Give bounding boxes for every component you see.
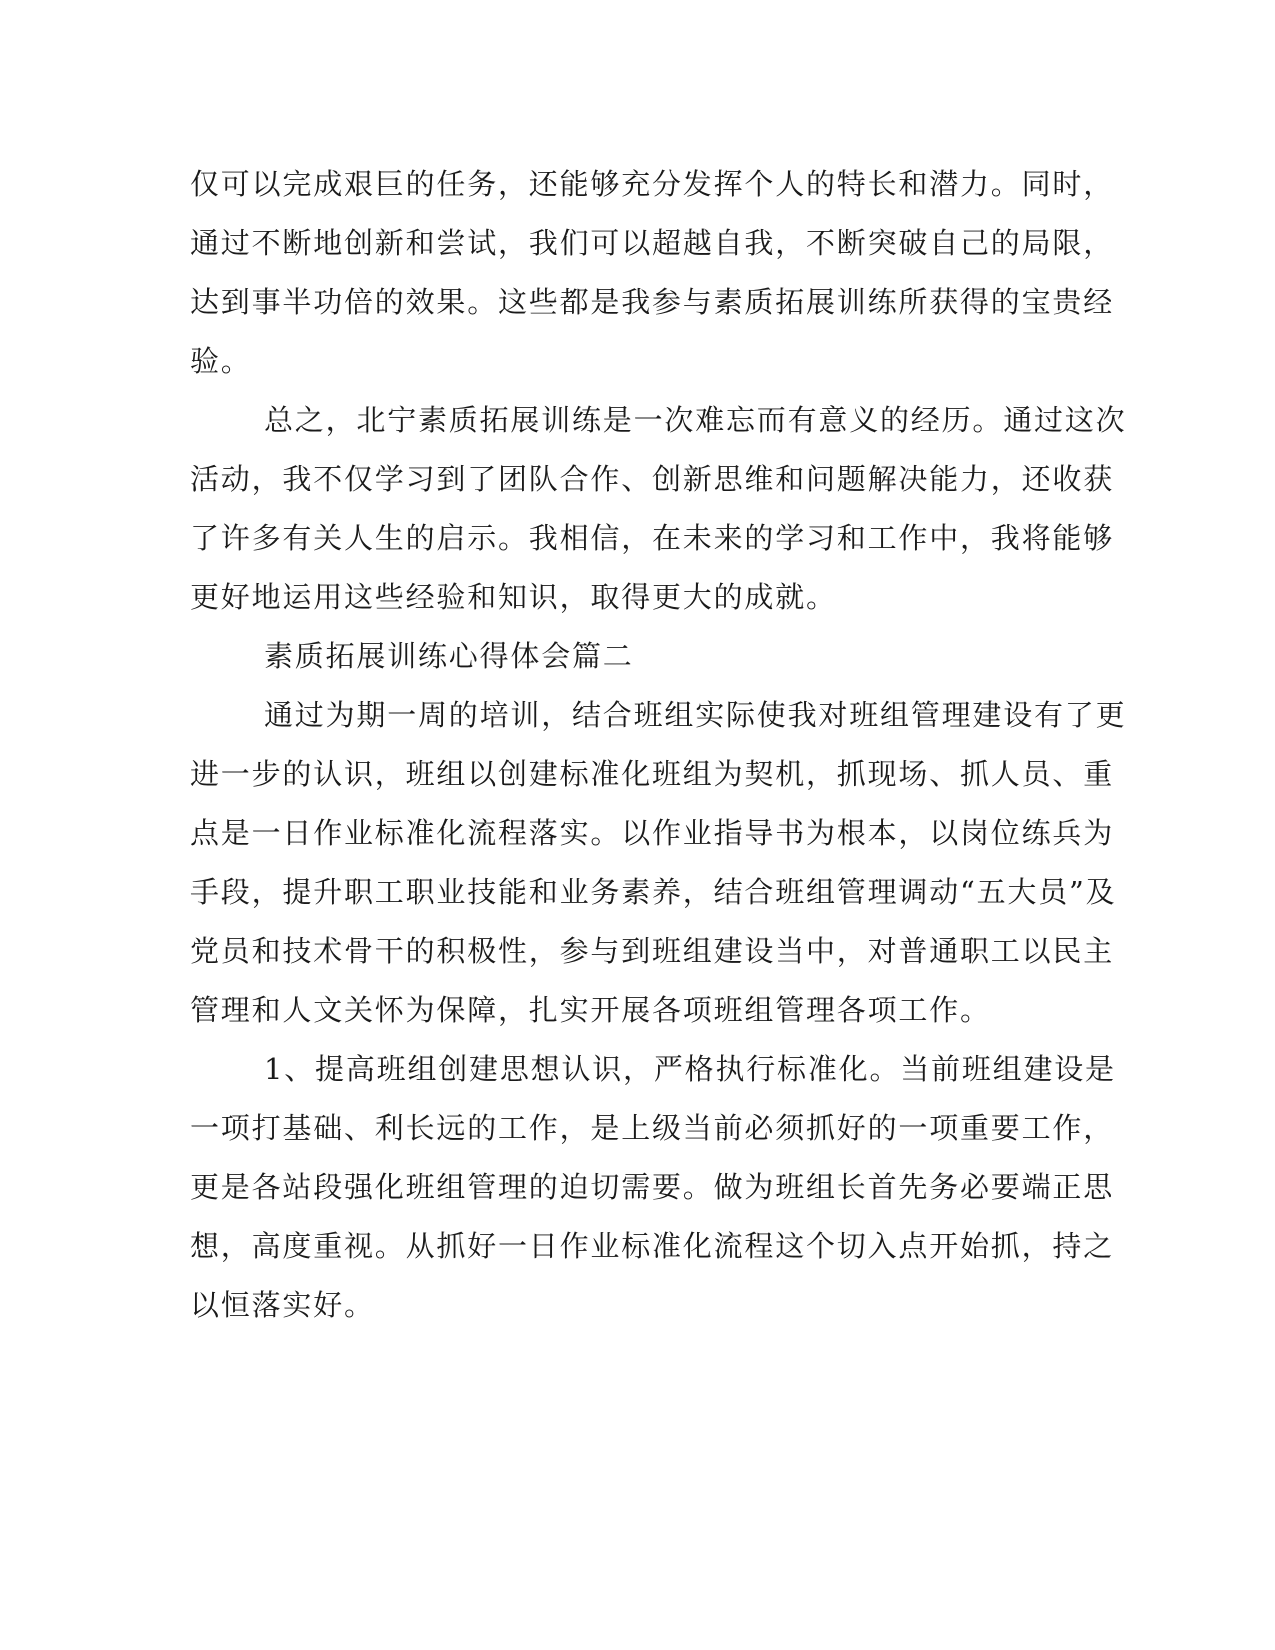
paragraph-3-line-5: 党员和技术骨干的积极性，参与到班组建设当中，对普通职工以民主 xyxy=(190,934,1115,968)
paragraph-3-line-3: 点是一日作业标准化流程落实。以作业指导书为根本，以岗位练兵为 xyxy=(190,816,1115,850)
paragraph-1-line-3: 达到事半功倍的效果。这些都是我参与素质拓展训练所获得的宝贵经 xyxy=(190,285,1115,319)
paragraph-4-line-2: 一项打基础、利长远的工作，是上级当前必须抓好的一项重要工作， xyxy=(190,1111,1115,1145)
paragraph-3-line-2: 进一步的认识，班组以创建标准化班组为契机，抓现场、抓人员、重 xyxy=(190,757,1115,791)
paragraph-1-line-2: 通过不断地创新和尝试，我们可以超越自我，不断突破自己的局限， xyxy=(190,226,1115,260)
paragraph-3-line-4: 手段，提升职工职业技能和业务素养，结合班组管理调动“五大员”及 xyxy=(190,875,1117,909)
paragraph-4-line-1: 1、提高班组创建思想认识，严格执行标准化。当前班组建设是 xyxy=(264,1052,1116,1086)
paragraph-1-line-1: 仅可以完成艰巨的任务，还能够充分发挥个人的特长和潜力。同时， xyxy=(190,167,1115,201)
section-heading: 素质拓展训练心得体会篇二 xyxy=(264,639,634,673)
paragraph-3-line-6: 管理和人文关怀为保障，扎实开展各项班组管理各项工作。 xyxy=(190,993,991,1027)
paragraph-4-line-4: 想，高度重视。从抓好一日作业标准化流程这个切入点开始抓，持之 xyxy=(190,1229,1115,1263)
paragraph-3-line-1: 通过为期一周的培训，结合班组实际使我对班组管理建设有了更 xyxy=(264,698,1127,732)
paragraph-2-line-4: 更好地运用这些经验和知识，取得更大的成就。 xyxy=(190,580,837,614)
paragraph-4-line-5: 以恒落实好。 xyxy=(190,1288,375,1322)
paragraph-2-line-2: 活动，我不仅学习到了团队合作、创新思维和问题解决能力，还收获 xyxy=(190,462,1115,496)
paragraph-1-line-4: 验。 xyxy=(190,344,252,378)
paragraph-4-line-3: 更是各站段强化班组管理的迫切需要。做为班组长首先务必要端正思 xyxy=(190,1170,1115,1204)
paragraph-2-line-3: 了许多有关人生的启示。我相信，在未来的学习和工作中，我将能够 xyxy=(190,521,1115,555)
paragraph-2-line-1: 总之，北宁素质拓展训练是一次难忘而有意义的经历。通过这次 xyxy=(264,403,1127,437)
